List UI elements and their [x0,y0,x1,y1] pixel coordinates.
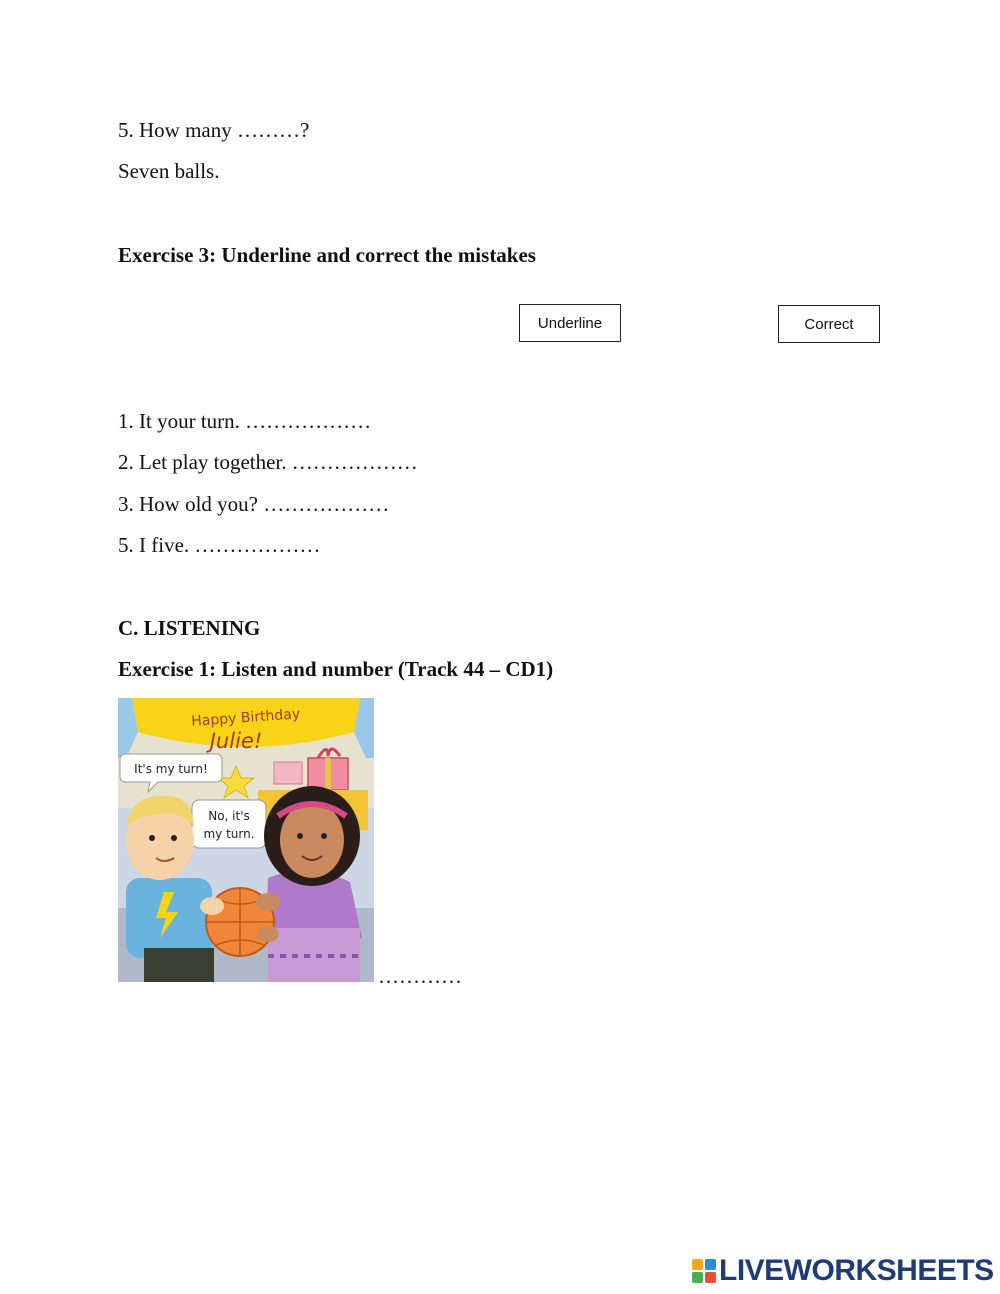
birthday-illustration [118,698,374,982]
bubble-2-text-2: my turn. [203,827,255,841]
bubble-2-text-1: No, it's [208,809,250,823]
logo-square-2 [705,1259,716,1270]
question-5: 5. How many ………? [118,118,310,142]
logo-square-1 [692,1259,703,1270]
exercise3-item-2: 2. Let play together. ……………… [118,450,418,474]
logo-text: LIVEWORKSHEETS [719,1254,994,1287]
answer-5: Seven balls. [118,159,220,183]
exercise3-item-3: 3. How old you? ……………… [118,492,390,516]
girl-face [280,802,344,878]
answer-blank[interactable]: ………… [378,964,462,988]
exercise3-item-4: 5. I five. ……………… [118,533,321,557]
bubble-1-text: It's my turn! [134,762,208,776]
banner-text-2: Julie! [209,729,263,753]
banner-text-1: Happy Birthday [190,706,301,730]
exercise3-item-1: 1. It your turn. ……………… [118,409,372,433]
birthday-scene-svg [118,698,374,982]
listening-exercise1-title: Exercise 1: Listen and number (Track 44 – CD1) [118,657,554,681]
correct-button[interactable]: Correct [778,305,880,343]
liveworksheets-logo [692,1254,994,1288]
underline-button[interactable]: Underline [519,304,621,342]
logo-mark-icon [692,1259,716,1283]
logo-square-4 [705,1272,716,1283]
exercise3-title: Exercise 3: Underline and correct the mistakes [118,243,536,267]
section-listening-title: C. LISTENING [118,616,261,640]
logo-square-3 [692,1272,703,1283]
